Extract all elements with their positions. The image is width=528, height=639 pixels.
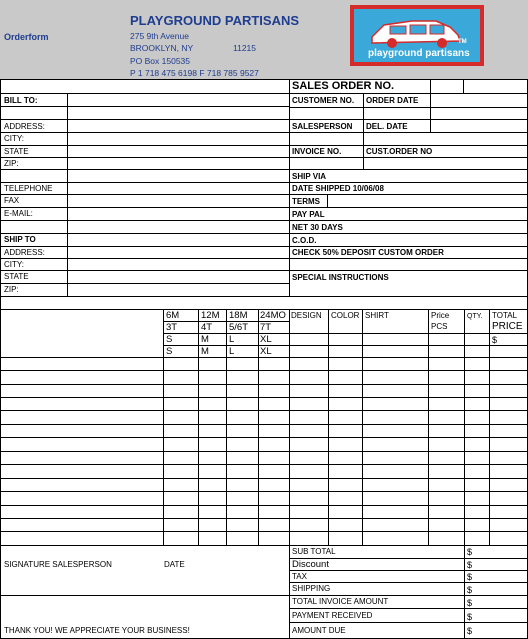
size-7t: 7T (260, 322, 272, 333)
special-instructions-label: SPECIAL INSTRUCTIONS (292, 273, 389, 282)
size-3t: 3T (166, 322, 178, 333)
invoice-no-label: INVOICE NO. (292, 147, 342, 156)
address-zip: 11215 (233, 43, 257, 53)
check-label: CHECK 50% DEPOSIT CUSTOM ORDER (292, 248, 444, 257)
bill-to-address: ADDRESS: (4, 122, 45, 131)
ship-to-state: STATE (4, 272, 29, 281)
net-30-label: NET 30 DAYS (292, 223, 343, 232)
bill-to-city: CITY: (4, 134, 25, 143)
ship-via-label: SHIP VIA (292, 172, 327, 181)
company-name: PLAYGROUND PARTISANS (130, 13, 300, 28)
total-dollar: $ (492, 335, 498, 345)
payment-received-dollar: $ (467, 612, 473, 622)
size-xl-2: XL (260, 346, 272, 357)
address-line-1: 275 9th Avenue (130, 31, 189, 41)
size-xl-1: XL (260, 334, 272, 345)
telephone-label: TELEPHONE (4, 184, 53, 193)
logo-text: playground partisans (368, 48, 470, 59)
total-invoice-label: TOTAL INVOICE AMOUNT (292, 597, 389, 606)
sales-order-title: SALES ORDER NO. (292, 80, 395, 92)
company-logo (350, 5, 484, 66)
signature-label: SIGNATURE SALESPERSON (4, 560, 112, 569)
size-4t: 4T (201, 322, 213, 333)
shipping-dollar: $ (467, 585, 473, 595)
size-56t: 5/6T (229, 322, 249, 333)
color-header: COLOR (331, 311, 360, 320)
size-m-2: M (201, 346, 209, 357)
pcs-header: PCS (431, 322, 448, 331)
size-m-1: M (201, 334, 209, 345)
logo-tm: TM (458, 39, 467, 45)
bill-to-state: STATE (4, 147, 29, 156)
cod-label: C.O.D. (292, 236, 317, 245)
qty-header: QTY. (467, 313, 483, 320)
email-label: E-MAIL: (4, 209, 33, 218)
footer-date-label: DATE (164, 560, 185, 569)
ship-to-city: CITY: (4, 260, 25, 269)
salesperson-label: SALESPERSON (292, 122, 353, 131)
subtotal-label: SUB TOTAL (292, 547, 336, 556)
date-shipped-label: DATE SHIPPED 10/06/08 (292, 184, 384, 193)
size-18m: 18M (229, 310, 248, 321)
pay-pal-label: PAY PAL (292, 210, 325, 219)
price-header: Price (431, 311, 450, 320)
ship-to-address: ADDRESS: (4, 248, 45, 257)
size-24mo: 24MO (260, 310, 286, 321)
shirt-header: SHIRT (365, 311, 389, 320)
amount-due-dollar: $ (467, 626, 473, 636)
fax-label: FAX (4, 196, 20, 205)
size-s-2: S (166, 346, 173, 357)
size-s-1: S (166, 334, 173, 345)
total-price-header: PRICE (492, 321, 523, 332)
address-line-3: PO Box 150535 (130, 56, 191, 66)
order-date-label: ORDER DATE (366, 96, 419, 105)
discount-dollar: $ (467, 560, 473, 570)
ship-to-zip: ZIP: (4, 285, 19, 294)
form-name: Orderform (4, 32, 49, 42)
total-header: TOTAL (492, 311, 518, 320)
discount-label: Discount (292, 559, 329, 570)
size-l-1: L (229, 334, 235, 345)
address-line-4: P 1 718 475 6198 F 718 785 9527 (130, 68, 259, 78)
ship-to-heading: SHIP TO (4, 235, 36, 244)
total-invoice-dollar: $ (467, 598, 473, 608)
shipping-label: SHIPPING (292, 584, 331, 593)
bill-to-heading: BILL TO: (4, 96, 38, 105)
bill-to-zip: ZIP: (4, 159, 19, 168)
tax-label: TAX (292, 572, 307, 581)
del-date-label: DEL. DATE (366, 122, 408, 131)
cust-order-no-label: CUST.ORDER NO (366, 147, 433, 156)
size-12m: 12M (201, 310, 220, 321)
amount-due-label: AMOUNT DUE (292, 626, 346, 635)
size-l-2: L (229, 346, 235, 357)
subtotal-dollar: $ (467, 547, 473, 557)
payment-received-label: PAYMENT RECEIVED (292, 611, 373, 620)
size-6m: 6M (166, 310, 180, 321)
tax-dollar: $ (467, 572, 473, 582)
terms-label: TERMS (292, 197, 320, 206)
thank-you-text: THANK YOU! WE APPRECIATE YOUR BUSINESS! (4, 626, 190, 635)
customer-no-label: CUSTOMER NO. (292, 96, 355, 105)
design-header: DESIGN (291, 311, 322, 320)
address-line-2: BROOKLYN, NY (130, 43, 194, 53)
